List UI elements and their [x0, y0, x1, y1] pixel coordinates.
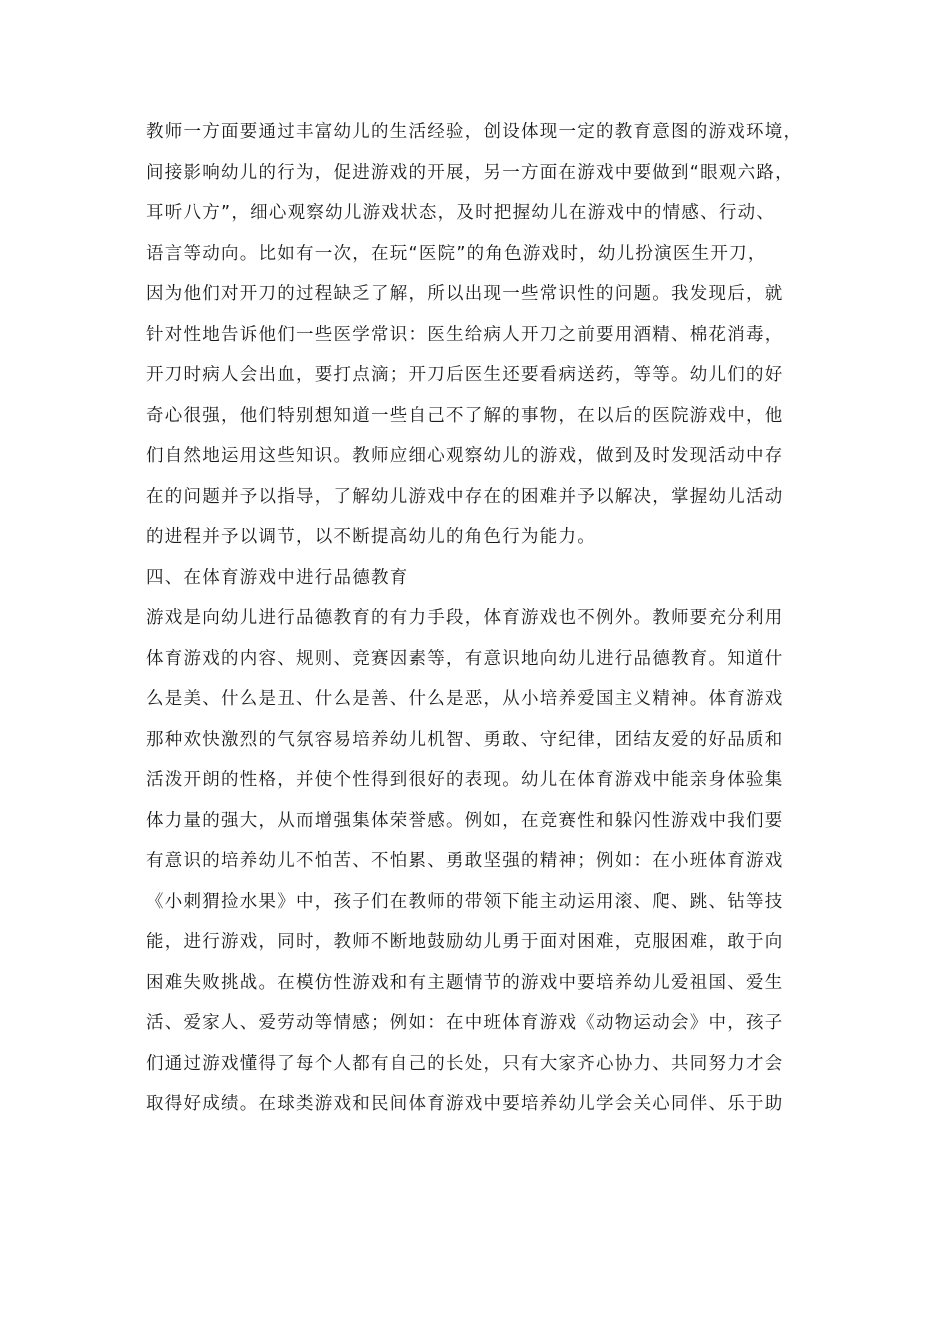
- paragraph-line: 么是美、什么是丑、什么是善、什么是恶，从小培养爱国主义精神。体育游戏: [146, 689, 784, 709]
- paragraph-line: 有意识的培养幼儿不怕苦、不怕累、勇敢坚强的精神；例如：在小班体育游戏: [146, 851, 784, 871]
- paragraph-line: 《小刺猬捡水果》中，孩子们在教师的带领下能主动运用滚、爬、跳、钻等技: [146, 891, 784, 912]
- paragraph-line: 们通过游戏懂得了每个人都有自己的长处，只有大家齐心协力、共同努力才会: [146, 1053, 784, 1074]
- paragraph-line: 针对性地告诉他们一些医学常识：医生给病人开刀之前要用酒精、棉花消毒，: [146, 324, 784, 345]
- paragraph-line: 开刀时病人会出血，要打点滴；开刀后医生还要看病送药，等等。幼儿们的好: [146, 365, 784, 385]
- paragraph-line: 活泼开朗的性格，并使个性得到很好的表现。幼儿在体育游戏中能亲身体验集: [146, 770, 784, 790]
- paragraph-line: 奇心很强，他们特别想知道一些自己不了解的事物，在以后的医院游戏中，他: [146, 405, 784, 426]
- paragraph-line: 那种欢快激烈的气氛容易培养幼儿机智、勇敢、守纪律，团结友爱的好品质和: [146, 729, 784, 750]
- paragraph-line: 体力量的强大，从而增强集体荣誉感。例如，在竞赛性和躲闪性游戏中我们要: [146, 810, 784, 831]
- document-body: [146, 112, 806, 1125]
- paragraph-line: 耳听八方”，细心观察幼儿游戏状态，及时把握幼儿在游戏中的情感、行动、: [146, 203, 776, 223]
- paragraph-line: 困难失败挑战。在模仿性游戏和有主题情节的游戏中要培养幼儿爱祖国、爱生: [146, 972, 784, 993]
- paragraph-line: 们自然地运用这些知识。教师应细心观察幼儿的游戏，做到及时发现活动中存: [146, 446, 784, 466]
- paragraph-line: 在的问题并予以指导，了解幼儿游戏中存在的困难并予以解决，掌握幼儿活动: [146, 486, 784, 507]
- paragraph-line: 语言等动向。比如有一次，在玩“医院”的角色游戏时，幼儿扮演医生开刀，: [146, 243, 767, 264]
- paragraph-line: 因为他们对开刀的过程缺乏了解，所以出现一些常识性的问题。我发现后，就: [146, 284, 784, 304]
- paragraph-line: 间接影响幼儿的行为，促进游戏的开展，另一方面在游戏中要做到“眼观六路，: [146, 162, 794, 183]
- paragraph-line: 游戏是向幼儿进行品德教育的有力手段，体育游戏也不例外。教师要充分利用: [146, 608, 784, 628]
- paragraph-line: 体育游戏的内容、规则、竞赛因素等，有意识地向幼儿进行品德教育。知道什: [146, 648, 784, 669]
- paragraph-line: 取得好成绩。在球类游戏和民间体育游戏中要培养幼儿学会关心同伴、乐于助: [146, 1094, 784, 1114]
- section-heading: 四、在体育游戏中进行品德教育: [146, 567, 409, 588]
- paragraph-line: 的进程并予以调节，以不断提高幼儿的角色行为能力。: [146, 527, 596, 547]
- paragraph-line: 能，进行游戏，同时，教师不断地鼓励幼儿勇于面对困难，克服困难，敢于向: [146, 932, 784, 952]
- paragraph-line: 活、爱家人、爱劳动等情感；例如：在中班体育游戏《动物运动会》中，孩子: [146, 1013, 784, 1033]
- paragraph-line: 教师一方面要通过丰富幼儿的生活经验，创设体现一定的教育意图的游戏环境，: [146, 122, 803, 142]
